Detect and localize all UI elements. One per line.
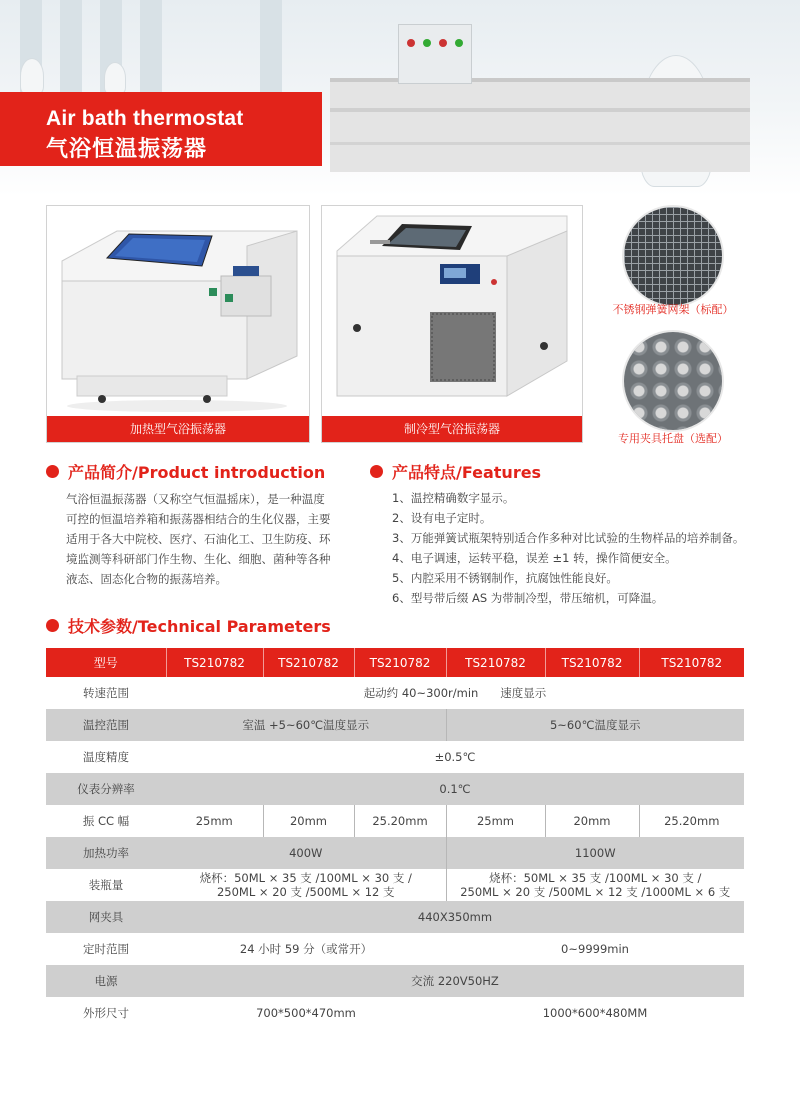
worker-figure [20,58,44,94]
intro-heading-text: 产品简介/Product introduction [68,463,326,482]
row-label: 仪表分辨率 [46,773,166,805]
feature-item: 1、温控精确数字显示。 [392,491,515,505]
production-machine [330,78,750,172]
product-photo-heating [46,205,310,443]
table-header-row [46,648,744,677]
features-heading [370,460,541,483]
table-row [46,901,744,933]
clamp-tray-caption: 专用夹具托盘（选配） [618,432,728,445]
row-value: 20mm [263,805,354,837]
row-value-left: 400W [166,837,446,869]
table-row [46,773,744,805]
row-value: 25mm [446,805,545,837]
feature-item: 6、型号带后缀 AS 为带制冷型，带压缩机，可降温。 [392,591,664,605]
capacity-line: 烧杯：50ML × 35 支 /100ML × 30 支 / [489,871,702,885]
table-row [46,741,744,773]
row-value-left: 室温 +5~60℃温度显示 [166,709,446,741]
row-value-right [446,869,744,901]
feature-item: 2、设有电子定时。 [392,511,492,525]
photo-caption: 制冷型气浴振荡器 [322,416,582,442]
header-model: TS210782 [166,648,263,677]
row-value: ±0.5℃ [166,741,744,773]
row-value: 起动约 40~300r/min 速度显示 [166,677,744,709]
table-row [46,677,744,709]
row-label: 温度精度 [46,741,166,773]
row-label: 电源 [46,965,166,997]
row-label: 装瓶量 [46,869,166,901]
table-row [46,709,744,741]
bullet-dot-icon [46,465,59,478]
features-list [392,488,782,608]
feature-item: 3、万能弹簧试瓶架特别适合作多种对比试验的生物样品的培养制备。 [392,531,745,545]
row-value-right: 5~60℃温度显示 [446,709,744,741]
row-label: 定时范围 [46,933,166,965]
row-value: 0.1℃ [166,773,744,805]
intro-paragraph: 气浴恒温振荡器（又称空气恒温摇床），是一种温度可控的恒温培养箱和振荡器相结合的生化仪器，主要适用于各大中院校、医疗、石油化工、卫生防疫、环境监测等科研部门作生物、生化、细胞、菌种等各种液态、固态化合物的振荡培养。 [66,492,331,586]
row-value: 25.20mm [639,805,744,837]
header-model: TS210782 [354,648,446,677]
cooling-shaker-illustration [322,206,582,416]
row-value-right: 1100W [446,837,744,869]
photo-caption: 加热型气浴振荡器 [47,416,309,442]
params-heading [46,614,331,637]
intro-heading [46,460,325,483]
capacity-line: 250ML × 20 支 /500ML × 12 支 [216,885,395,899]
technical-parameters-table [46,648,744,1029]
control-cabinet [398,24,472,84]
header-model: TS210782 [263,648,354,677]
row-value: 20mm [545,805,639,837]
table-row [46,965,744,997]
row-label: 振 CC 幅 [46,805,166,837]
title-english: Air bath thermostat [46,107,244,130]
heating-shaker-illustration [47,206,309,416]
product-photo-cooling [321,205,583,443]
feature-item: 5、内腔采用不锈钢制作，抗腐蚀性能良好。 [392,571,618,585]
row-label: 加热功率 [46,837,166,869]
features-heading-text: 产品特点/Features [392,463,542,482]
header-model-label: 型号 [46,648,166,677]
header-model: TS210782 [639,648,744,677]
header-model: TS210782 [545,648,639,677]
capacity-line: 烧杯：50ML × 35 支 /100ML × 30 支 / [199,871,412,885]
title-chinese: 气浴恒温振荡器 [46,137,208,162]
table-row [46,805,744,837]
params-heading-text: 技术参数/Technical Parameters [68,617,331,636]
row-value-right: 0~9999min [446,933,744,965]
table-row [46,869,744,901]
table-row [46,837,744,869]
spring-rack-photo [622,205,724,307]
row-value-left [166,869,446,901]
row-value: 25.20mm [354,805,446,837]
row-value: 交流 220V50HZ [166,965,744,997]
header-model: TS210782 [446,648,545,677]
row-label: 外形尺寸 [46,997,166,1029]
bullet-dot-icon [46,619,59,632]
table-row [46,997,744,1029]
row-label: 转速范围 [46,677,166,709]
row-value-right: 1000*600*480MM [446,997,744,1029]
row-value-left: 24 小时 59 分（或常开） [166,933,446,965]
header-banner [0,0,800,196]
table-row [46,933,744,965]
clamp-tray-photo [622,330,724,432]
spring-rack-caption: 不锈钢弹簧网架（标配） [612,303,734,316]
capacity-line: 250ML × 20 支 /500ML × 12 支 /1000ML × 6 支 [460,885,731,899]
row-value: 25mm [166,805,263,837]
row-label: 网夹具 [46,901,166,933]
worker-figure [104,62,126,94]
row-label: 温控范围 [46,709,166,741]
feature-item: 4、电子调速，运转平稳，误差 ±1 转，操作简便安全。 [392,551,677,565]
row-value: 440X350mm [166,901,744,933]
bullet-dot-icon [370,465,383,478]
row-value-left: 700*500*470mm [166,997,446,1029]
